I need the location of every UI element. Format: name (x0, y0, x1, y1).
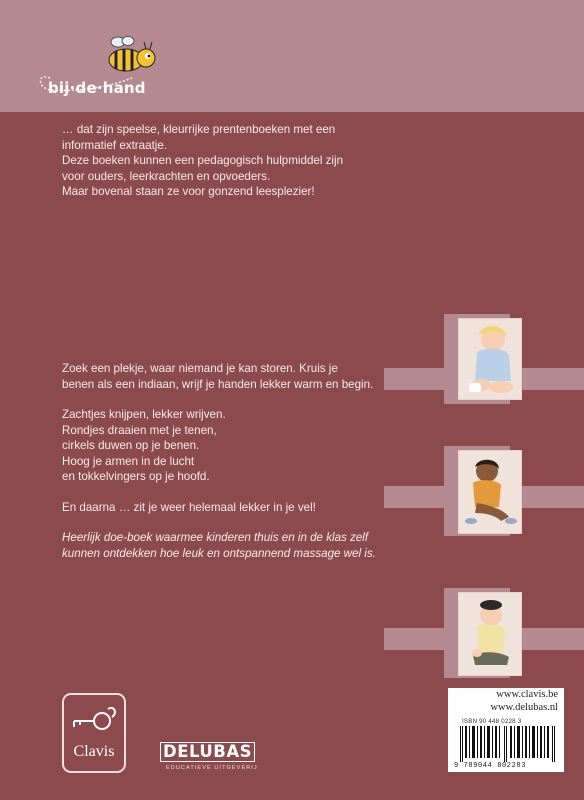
child-massaging-feet-icon (459, 319, 521, 399)
clavis-logo (62, 693, 126, 773)
intro-line: informatief extraatje. (62, 138, 168, 152)
illustration-child-1 (458, 318, 522, 400)
closing-line: En daarna … zit je weer helemaal lekker in je vel! (62, 500, 316, 514)
body-text (62, 361, 422, 561)
intro-line: voor ouders, leerkrachten en opvoeders. (62, 169, 271, 183)
poem-line: Zachtjes knijpen, lekker wrijven. (62, 408, 226, 421)
delubas-tagline: EDUCATIEVE UITGEVERIJ (166, 765, 258, 771)
body-line: benen als een indiaan, wrijf je handen lekker warm en begin. (62, 377, 374, 391)
url-nl[interactable]: www.delubas.nl (490, 702, 558, 713)
poem-line: Rondjes draaien met je tenen, (62, 423, 217, 437)
barcode-icon (458, 726, 558, 762)
blurb-line: Heerlijk doe-boek waarmee kinderen thuis en in de klas zelf (62, 531, 369, 544)
url-be[interactable]: www.clavis.be (496, 689, 558, 700)
poem-line: en tokkelvingers op je hoofd. (62, 470, 210, 483)
illustration-child-2 (458, 450, 522, 534)
barcode-digits: 9 789044 802283 (454, 762, 527, 770)
bee-icon (104, 36, 160, 80)
delubas-logo (160, 742, 255, 762)
intro-text (62, 122, 392, 200)
intro-line: Deze boeken kunnen een pedagogisch hulpmiddel zijn (62, 154, 344, 167)
poem-line: cirkels duwen op je benen. (62, 439, 200, 452)
isbn-number: ISBN 90 448 0228 3 (462, 718, 522, 725)
clavis-name: Clavis (73, 743, 115, 760)
intro-line: Maar bovenal staan ze voor gonzend leesplezier! (62, 185, 315, 198)
intro-line: … dat zijn speelse, kleurrijke prentenboeken met een (62, 123, 336, 136)
child-with-beret-icon (459, 593, 521, 675)
series-logo-text: bij·de·hand (48, 79, 146, 97)
body-line: Zoek een plekje, waar niemand je kan storen. Kruis je (62, 362, 338, 375)
blurb-line: kunnen ontdekken hoe leuk en ontspannend massage wel is. (62, 546, 376, 560)
key-icon (72, 703, 118, 737)
poem-line: Hoog je armen in de lucht (62, 454, 195, 468)
illustration-child-3 (458, 592, 522, 676)
isbn-box (448, 688, 564, 772)
delubas-name: DELUBAS (160, 742, 255, 762)
child-sitting-icon (459, 451, 521, 533)
